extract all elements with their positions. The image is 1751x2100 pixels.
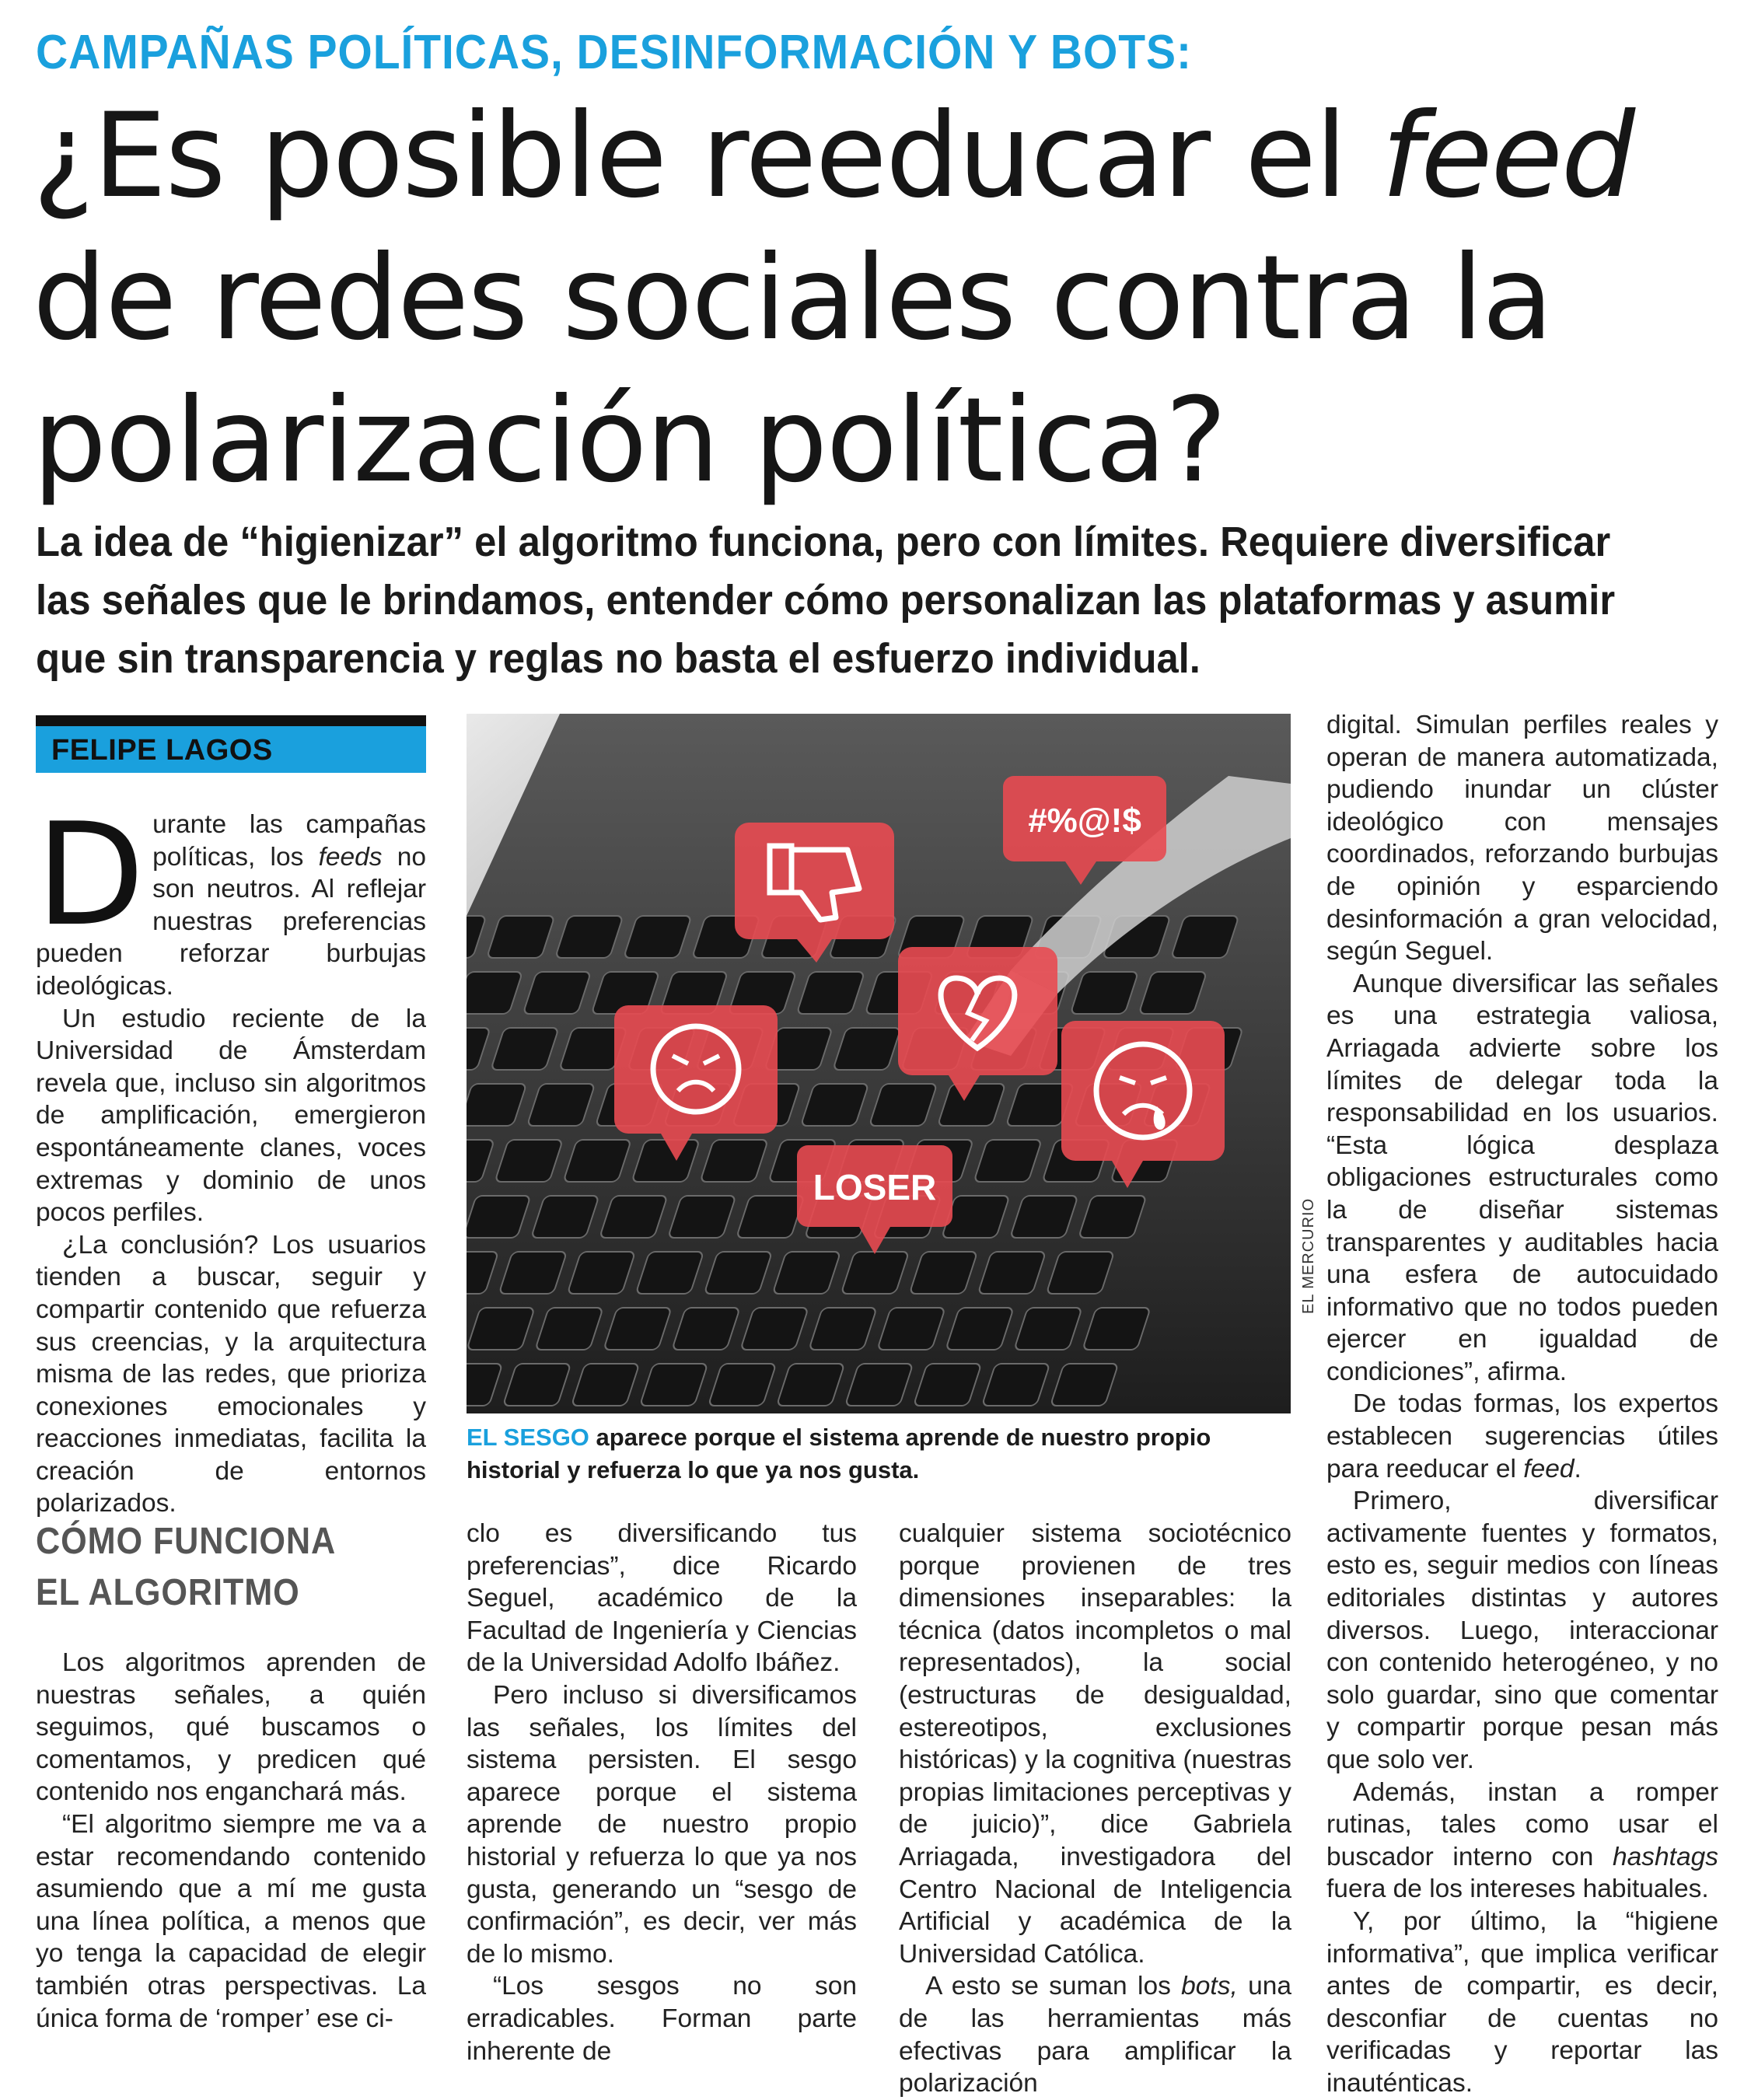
photo-credit: EL MERCURIO xyxy=(1300,1197,1317,1314)
paragraph: Pero incluso si diversificamos las señales, los límites del sistema persisten. El sesgo aparece porque el sistema aprende de nuestro propio historial y refuerza lo que ya nos gusta, generando un “sesgo de confirmación”, es decir, ver más de lo mismo. xyxy=(467,1680,857,1969)
column-3 xyxy=(899,1518,1291,2100)
headline xyxy=(33,86,1743,512)
paragraph: ¿La conclusión? Los usuarios tienden a buscar, seguir y compartir contenido que refuerza sus creencias, y la arquitectura misma de las redes, que prioriza conexiones emocionales y reacciones inmediatas, facilita la creación de entornos polarizados. xyxy=(36,1230,426,1518)
paragraph: Los algoritmos aprenden de nuestras señales, a quién seguimos, qué buscamos o comentamos, y predicen qué contenido nos enganchará más. xyxy=(36,1648,426,1807)
byline-bar xyxy=(36,715,426,784)
photo-caption: EL SESGO aparece porque el sistema aprende de nuestro propio historial y refuerza lo que ya nos gusta. xyxy=(467,1424,1211,1483)
kicker: CAMPAÑAS POLÍTICAS, DESINFORMACIÓN Y BOTS: xyxy=(36,26,1192,79)
headline-line-2: de redes sociales contra la xyxy=(33,231,1552,366)
paragraph: A esto se suman los bots, una de las herramientas más efectivas para amplificar la polarización xyxy=(899,1972,1292,2098)
headline-line-3: polarización política? xyxy=(33,373,1226,508)
paragraph: clo es diversificando tus preferencias”, dice Ricardo Seguel, académico de la Facultad de Ingeniería y Ciencias de la Universidad Adolfo Ibáñez. xyxy=(467,1519,857,1678)
paragraph: “El algoritmo siempre me va a estar recomendando contenido asumiendo que a mí me gusta una línea política, a menos que yo tenga la capacidad de elegir también otras perspectivas. La única forma de ‘romper’ ese ci- xyxy=(36,1809,426,2033)
headline-line-1: ¿Es posible reeducar el feed xyxy=(33,89,1634,224)
column-4 xyxy=(1326,709,1718,2100)
byline-author: FELIPE LAGOS xyxy=(51,734,273,767)
paragraph: Un estudio reciente de la Universidad de Ámsterdam revela que, incluso sin algoritmos de amplificación, emergieron espontáneamente clanes, voces extremas y dominio de unos pocos perfiles. xyxy=(36,1004,426,1228)
keyboard-photo xyxy=(467,714,1291,1413)
subhead: CÓMO FUNCIONA EL ALGORITMO xyxy=(36,1521,335,1613)
paragraph: Además, instan a romper rutinas, tales como usar el buscador interno con hashtags fuera de los intereses habituales. xyxy=(1326,1777,1718,1904)
column-1-lower xyxy=(36,1647,426,2035)
paragraph: digital. Simulan perfiles reales y operan de manera automatizada, pudiendo inundar un clúster ideológico con mensajes coordinados, reforzando burbujas de opinión y esparciendo desinformación a gran velocidad, según Seguel. xyxy=(1326,711,1718,966)
svg-text:#%@!$: #%@!$ xyxy=(1028,802,1141,840)
drop-cap: D xyxy=(36,792,145,957)
caption-lead: EL SESGO xyxy=(467,1424,589,1451)
paragraph: cualquier sistema sociotécnico porque provienen de tres dimensiones inseparables: la técnica (datos incompletos o mal representados), la social (estructuras de desigualdad, estereotipos, exclusiones históricas) y la cognitiva (nuestras propias limitaciones perceptivas y de juicio)”, dice Gabriela Arriagada, investigadora del Centro Nacional de Inteligencia Artificial y académica de la Universidad Católica. xyxy=(899,1519,1291,1969)
paragraph: Durante las campañas políticas, los feeds no son neutros. Al reflejar nuestras preferencias pueden reforzar burbujas ideológicas. xyxy=(36,792,426,1001)
paragraph: Aunque diversificar las señales es una estrategia valiosa, Arriagada advierte sobre los límites de delegar toda la responsabilidad en los usuarios. “Esta lógica desplaza obligaciones estructurales como la de diseñar sistemas transparentes y auditables hacia una esfera de autocuidado informativo que no todos pueden ejercer en igualdad de condiciones”, afirma. xyxy=(1326,969,1718,1386)
paragraph: Y, por último, la “higiene informativa”, que implica verificar antes de compartir, es decir, desconfiar de cuentas no verificadas y reportar las inauténticas. xyxy=(1326,1906,1718,2098)
deck-summary: La idea de “higienizar” el algoritmo funciona, pero con límites. Requiere diversificar las señales que le brindamos, entender cómo personalizan las plataformas y asumir que sin transparencia y reglas no basta el esfuerzo individual. xyxy=(36,519,1616,682)
column-1-upper xyxy=(36,792,426,1520)
paragraph: Primero, diversificar activamente fuentes y formatos, esto es, seguir medios con líneas editoriales distintas y autores diversos. Luego, interaccionar con contenido heterogéneo, y no solo guardar, sino que comentar y compartir porque pesan más que solo ver. xyxy=(1326,1487,1718,1774)
paragraph: “Los sesgos no son erradicables. Forman parte inherente de xyxy=(467,1972,857,2066)
column-2 xyxy=(467,1518,857,2067)
svg-text:LOSER: LOSER xyxy=(813,1167,937,1207)
paragraph: De todas formas, los expertos establecen sugerencias útiles para reeducar el feed. xyxy=(1326,1389,1718,1483)
